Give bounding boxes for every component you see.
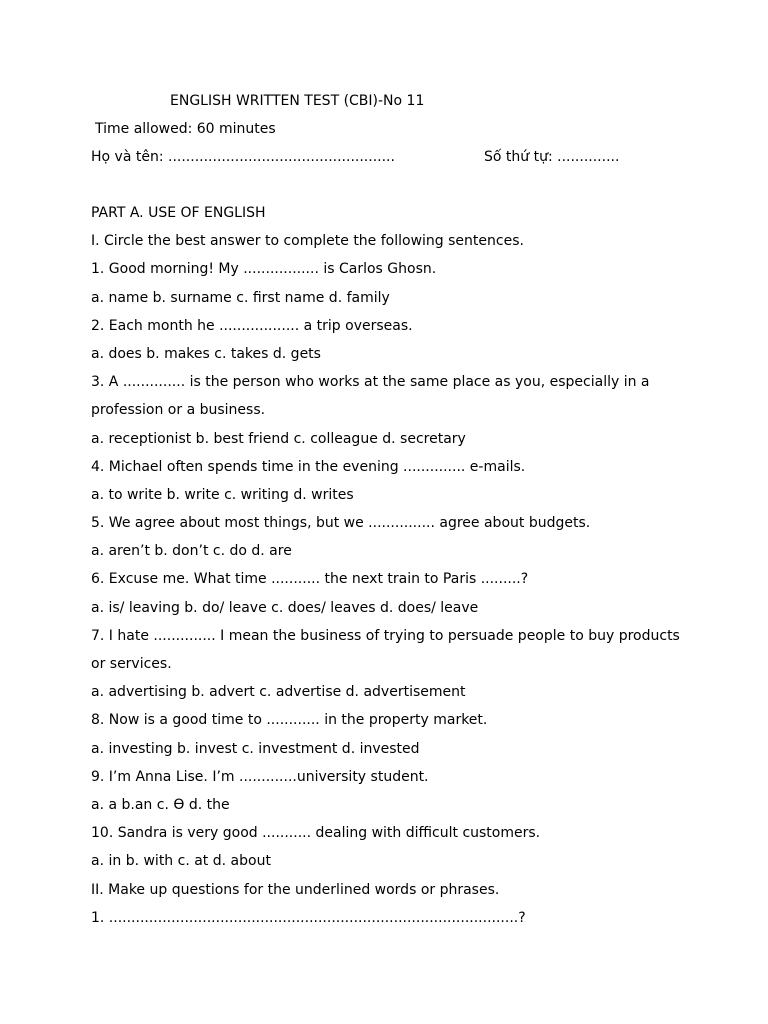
question-1: 1. Good morning! My ................. is Carlos Ghosn. xyxy=(91,261,437,278)
question-3-options: a. receptionist b. best friend c. colleague d. secretary xyxy=(91,430,466,447)
question-2-options: a. does b. makes c. takes d. gets xyxy=(91,345,321,362)
question-7-continued: or services. xyxy=(91,656,172,672)
question-6: 6. Excuse me. What time ........... the next train to Paris .........? xyxy=(91,571,529,588)
test-title: ENGLISH WRITTEN TEST (CBI)-No 11 xyxy=(170,93,425,109)
question-3-continued: profession or a business. xyxy=(91,402,266,419)
part-a-heading: PART A. USE OF ENGLISH xyxy=(91,205,266,221)
question-9: 9. I’m Anna Lise. I’m .............university student. xyxy=(91,768,429,785)
section-1-instruction: I. Circle the best answer to complete the following sentences. xyxy=(91,233,524,250)
question-6-options: a. is/ leaving b. do/ leave c. does/ leaves d. does/ leave xyxy=(91,599,479,616)
question-7-options: a. advertising b. advert c. advertise d. advertisement xyxy=(91,684,466,701)
section-2-instruction: II. Make up questions for the underlined words or phrases. xyxy=(91,881,500,898)
question-10: 10. Sandra is very good ........... dealing with difficult customers. xyxy=(91,825,541,842)
question-10-options: a. in b. with c. at d. about xyxy=(91,853,271,870)
question-1-options: a. name b. surname c. first name d. family xyxy=(91,289,390,306)
question-8: 8. Now is a good time to ............ in the property market. xyxy=(91,712,488,729)
order-number-field: Số thứ tự: .............. xyxy=(484,149,620,165)
question-2: 2. Each month he .................. a trip overseas. xyxy=(91,317,413,334)
question-3: 3. A .............. is the person who works at the same place as you, especially in a xyxy=(91,374,650,391)
test-content xyxy=(91,204,731,937)
student-name-field: Họ và tên: ................................................... xyxy=(91,149,395,165)
question-7: 7. I hate .............. I mean the business of trying to persuade people to buy products xyxy=(91,627,680,644)
question-4-options: a. to write b. write c. writing d. writes xyxy=(91,486,354,503)
question-9-options: a. a b.an c. Ɵ d. the xyxy=(91,796,230,813)
section-2-question-1: 1. ............................................................................................? xyxy=(91,909,526,926)
time-allowed: Time allowed: 60 minutes xyxy=(95,121,276,137)
question-5: 5. We agree about most things, but we ............... agree about budgets. xyxy=(91,515,591,532)
question-5-options: a. aren’t b. don’t c. do d. are xyxy=(91,543,292,560)
question-4: 4. Michael often spends time in the evening .............. e-mails. xyxy=(91,458,526,475)
question-8-options: a. investing b. invest c. investment d. invested xyxy=(91,740,420,757)
